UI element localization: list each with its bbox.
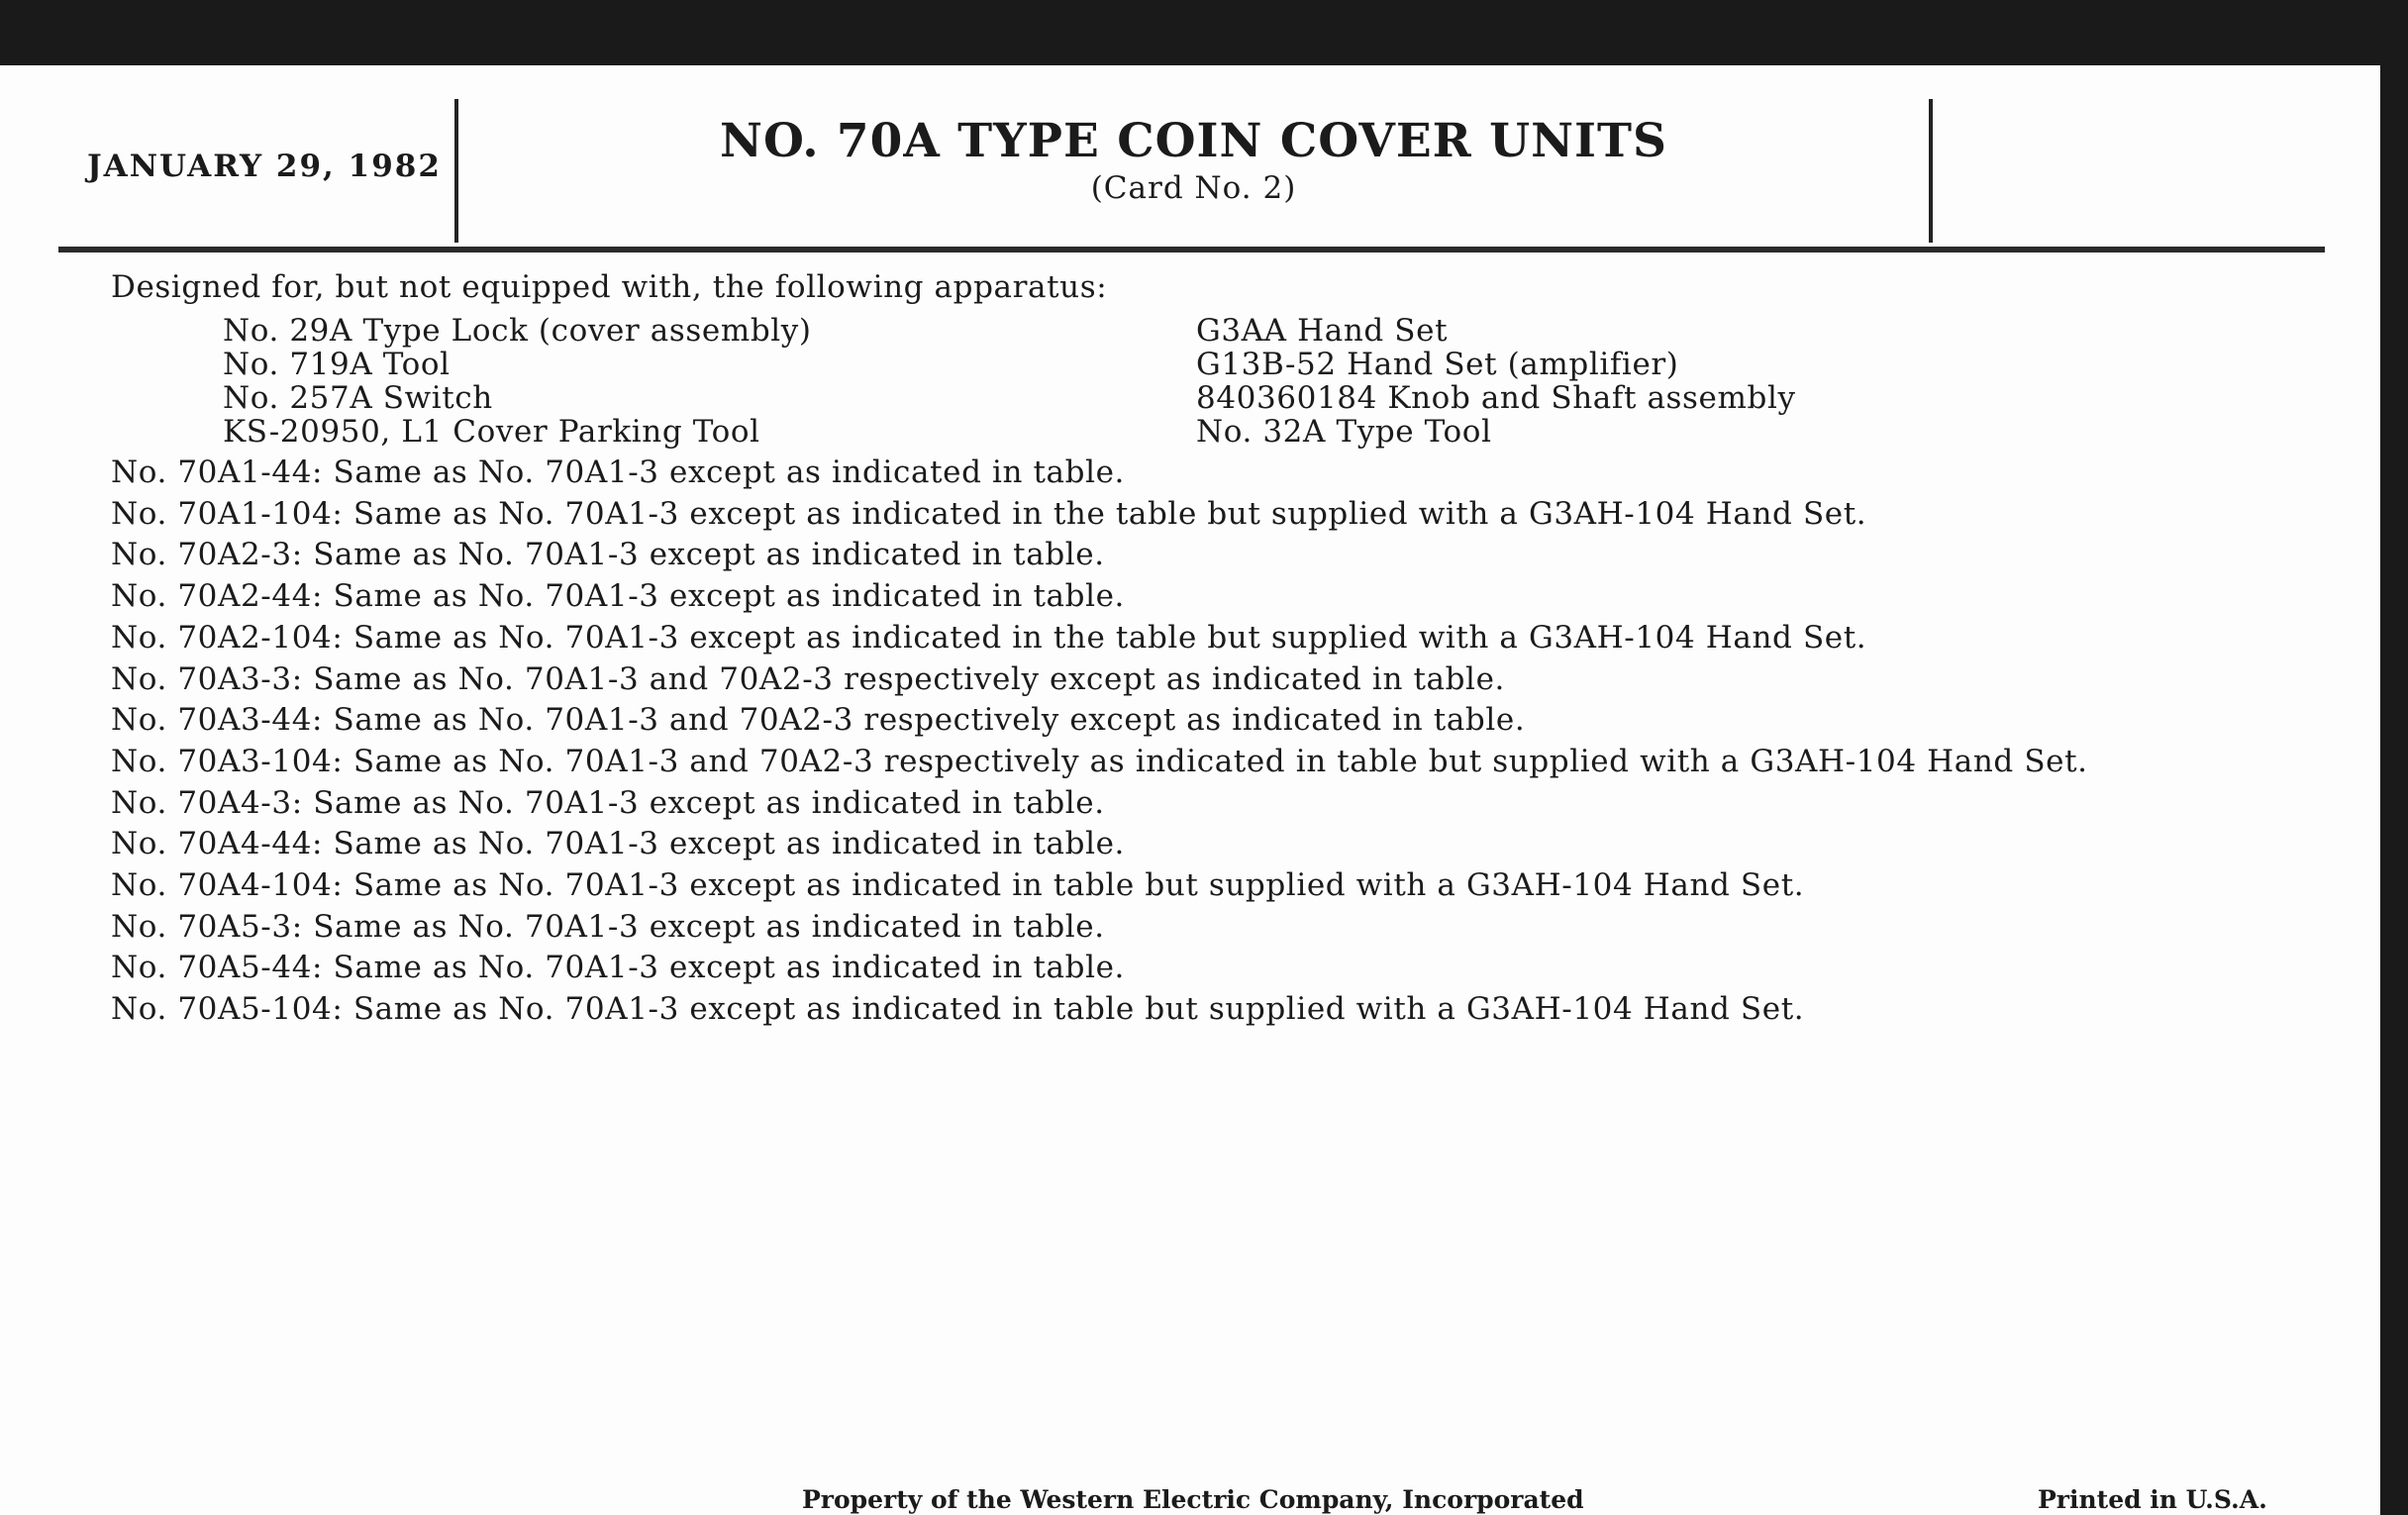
header-rule	[58, 247, 2325, 252]
intro-text: Designed for, but not equipped with, the following apparatus:	[111, 269, 1108, 305]
model-description-line: No. 70A3-3: Same as No. 70A1-3 and 70A2-3 respectively except as indicated in table.	[111, 660, 1505, 697]
model-description-line: No. 70A4-44: Same as No. 70A1-3 except as indicated in table.	[111, 826, 1125, 862]
apparatus-item: G3AA Hand Set	[1196, 313, 1449, 349]
model-description-line: No. 70A4-3: Same as No. 70A1-3 except as indicated in table.	[111, 784, 1105, 821]
apparatus-item: G13B-52 Hand Set (amplifier)	[1196, 347, 1679, 382]
model-description-line: No. 70A5-44: Same as No. 70A1-3 except as indicated in table.	[111, 950, 1125, 986]
apparatus-item: KS-20950, L1 Cover Parking Tool	[223, 414, 760, 450]
model-description-line: No. 70A4-104: Same as No. 70A1-3 except as indicated in table but supplied with a G3AH-104 Hand Set.	[111, 867, 1805, 903]
model-description-line: No. 70A3-104: Same as No. 70A1-3 and 70A2-3 respectively as indicated in table but supplied with a G3AH-104 Hand Set.	[111, 743, 2088, 779]
document-date: JANUARY 29, 1982	[87, 149, 442, 184]
apparatus-item: No. 257A Switch	[223, 380, 493, 416]
model-description-line: No. 70A1-104: Same as No. 70A1-3 except as indicated in the table but supplied with a G3AH-104 Hand Set.	[111, 495, 1867, 532]
model-description-line: No. 70A3-44: Same as No. 70A1-3 and 70A2-3 respectively except as indicated in table.	[111, 702, 1526, 739]
model-description-line: No. 70A1-44: Same as No. 70A1-3 except as indicated in table.	[111, 454, 1125, 490]
apparatus-item: No. 29A Type Lock (cover assembly)	[223, 313, 812, 349]
header-divider-right	[1929, 99, 1933, 243]
document-subtitle: (Card No. 2)	[1090, 170, 1297, 206]
footer-property: Property of the Western Electric Company, Incorporated	[802, 1485, 1584, 1514]
document-title: NO. 70A TYPE COIN COVER UNITS	[720, 114, 1667, 168]
apparatus-item: 840360184 Knob and Shaft assembly	[1196, 380, 1796, 416]
model-description-line: No. 70A2-44: Same as No. 70A1-3 except as indicated in table.	[111, 578, 1125, 615]
model-description-line: No. 70A2-3: Same as No. 70A1-3 except as indicated in table.	[111, 537, 1105, 573]
apparatus-item: No. 32A Type Tool	[1196, 414, 1492, 450]
model-description-line: No. 70A5-3: Same as No. 70A1-3 except as indicated in table.	[111, 908, 1105, 945]
apparatus-item: No. 719A Tool	[223, 347, 451, 382]
footer-printed: Printed in U.S.A.	[2038, 1485, 2267, 1514]
model-description-line: No. 70A2-104: Same as No. 70A1-3 except as indicated in the table but supplied with a G3AH-104 Hand Set.	[111, 619, 1867, 656]
model-description-line: No. 70A5-104: Same as No. 70A1-3 except as indicated in table but supplied with a G3AH-104 Hand Set.	[111, 991, 1805, 1028]
